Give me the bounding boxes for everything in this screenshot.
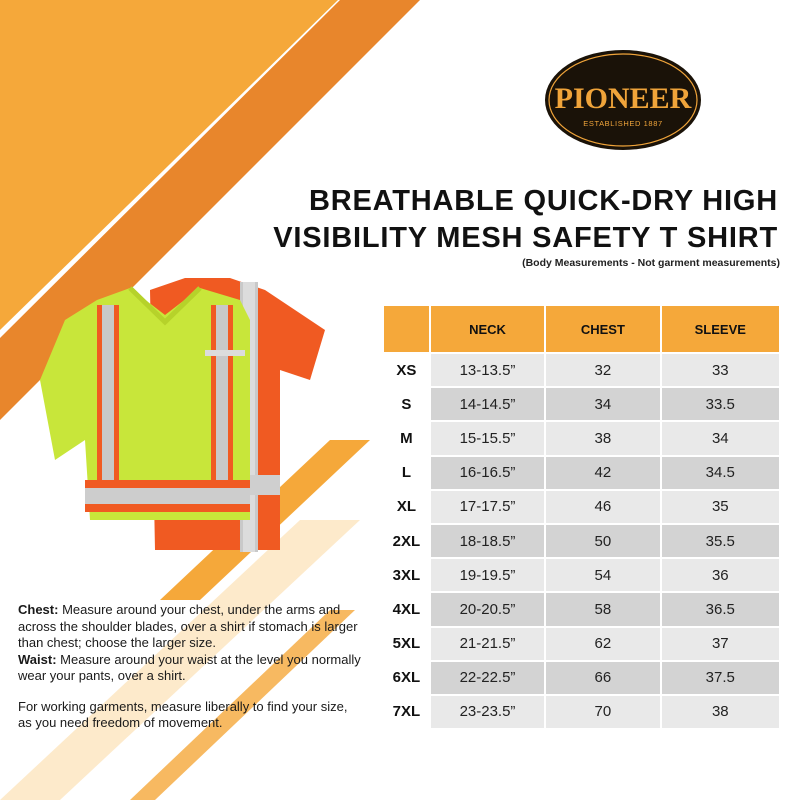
- size-cell: 4XL: [383, 592, 430, 626]
- chest-cell: 66: [545, 661, 660, 695]
- sleeve-cell: 37.5: [661, 661, 780, 695]
- table-row: [383, 387, 780, 421]
- product-subtitle: (Body Measurements - Not garment measurements): [522, 257, 780, 269]
- waist-note-label: Waist:: [18, 651, 57, 667]
- chest-cell: 46: [545, 490, 660, 524]
- working-garments-note: For working garments, measure liberally to find your size, as you need freedom of movement.: [18, 698, 348, 730]
- waist-note: [18, 652, 363, 685]
- table-row: [383, 627, 780, 661]
- brand-tagline: ESTABLISHED 1887: [583, 119, 663, 128]
- table-row: [383, 592, 780, 626]
- sleeve-cell: 34: [661, 421, 780, 455]
- header-neck: NECK: [430, 305, 545, 353]
- product-title-line-1: BREATHABLE QUICK-DRY HIGH: [309, 185, 778, 217]
- sleeve-cell: 33.5: [661, 387, 780, 421]
- brand-logo: [543, 48, 703, 152]
- table-row: [383, 490, 780, 524]
- header-size: [383, 305, 430, 353]
- chest-note: [18, 602, 363, 652]
- size-cell: XL: [383, 490, 430, 524]
- chest-cell: 38: [545, 421, 660, 455]
- size-cell: M: [383, 421, 430, 455]
- sleeve-cell: 33: [661, 353, 780, 387]
- table-row: [383, 524, 780, 558]
- size-chart-header-row: [383, 305, 780, 353]
- neck-cell: 14-14.5”: [430, 387, 545, 421]
- table-row: [383, 661, 780, 695]
- chest-cell: 62: [545, 627, 660, 661]
- notes-spacer: [18, 685, 363, 699]
- table-row: [383, 353, 780, 387]
- neck-cell: 23-23.5”: [430, 695, 545, 729]
- neck-cell: 16-16.5”: [430, 456, 545, 490]
- sleeve-cell: 35: [661, 490, 780, 524]
- chest-cell: 32: [545, 353, 660, 387]
- neck-cell: 19-19.5”: [430, 558, 545, 592]
- chest-cell: 58: [545, 592, 660, 626]
- table-row: [383, 421, 780, 455]
- neck-cell: 17-17.5”: [430, 490, 545, 524]
- sleeve-cell: 34.5: [661, 456, 780, 490]
- table-row: [383, 558, 780, 592]
- size-cell: 6XL: [383, 661, 430, 695]
- brand-name: PIONEER: [554, 82, 692, 115]
- neck-cell: 20-20.5”: [430, 592, 545, 626]
- size-cell: S: [383, 387, 430, 421]
- size-chart-table: [382, 304, 781, 730]
- product-title-line-2: VISIBILITY MESH SAFETY T SHIRT: [273, 222, 778, 254]
- sleeve-cell: 38: [661, 695, 780, 729]
- neck-cell: 21-21.5”: [430, 627, 545, 661]
- sleeve-cell: 35.5: [661, 524, 780, 558]
- size-cell: XS: [383, 353, 430, 387]
- sleeve-cell: 37: [661, 627, 780, 661]
- chest-cell: 50: [545, 524, 660, 558]
- sleeve-cell: 36: [661, 558, 780, 592]
- table-row: [383, 695, 780, 729]
- neck-cell: 18-18.5”: [430, 524, 545, 558]
- neck-cell: 22-22.5”: [430, 661, 545, 695]
- header-sleeve: SLEEVE: [661, 305, 780, 353]
- size-cell: 5XL: [383, 627, 430, 661]
- table-row: [383, 456, 780, 490]
- size-cell: 2XL: [383, 524, 430, 558]
- chest-note-label: Chest:: [18, 602, 59, 617]
- size-cell: L: [383, 456, 430, 490]
- product-image-safety-shirts: [35, 270, 340, 570]
- chest-cell: 42: [545, 456, 660, 490]
- sleeve-cell: 36.5: [661, 592, 780, 626]
- neck-cell: 13-13.5”: [430, 353, 545, 387]
- product-title: [238, 183, 778, 257]
- chest-cell: 54: [545, 558, 660, 592]
- chest-note-text: Measure around your chest, under the arms and across the shoulder blades, over a shirt if stomach is larger than chest; choose the larger size.: [18, 602, 358, 650]
- size-cell: 3XL: [383, 558, 430, 592]
- waist-note-text: Measure around your waist at the level you normally wear your pants, over a shirt.: [18, 651, 361, 683]
- header-chest: CHEST: [545, 305, 660, 353]
- measurement-notes: [18, 602, 363, 732]
- lime-shirt-illustration: [40, 288, 250, 545]
- chest-cell: 70: [545, 695, 660, 729]
- neck-cell: 15-15.5”: [430, 421, 545, 455]
- size-cell: 7XL: [383, 695, 430, 729]
- chest-cell: 34: [545, 387, 660, 421]
